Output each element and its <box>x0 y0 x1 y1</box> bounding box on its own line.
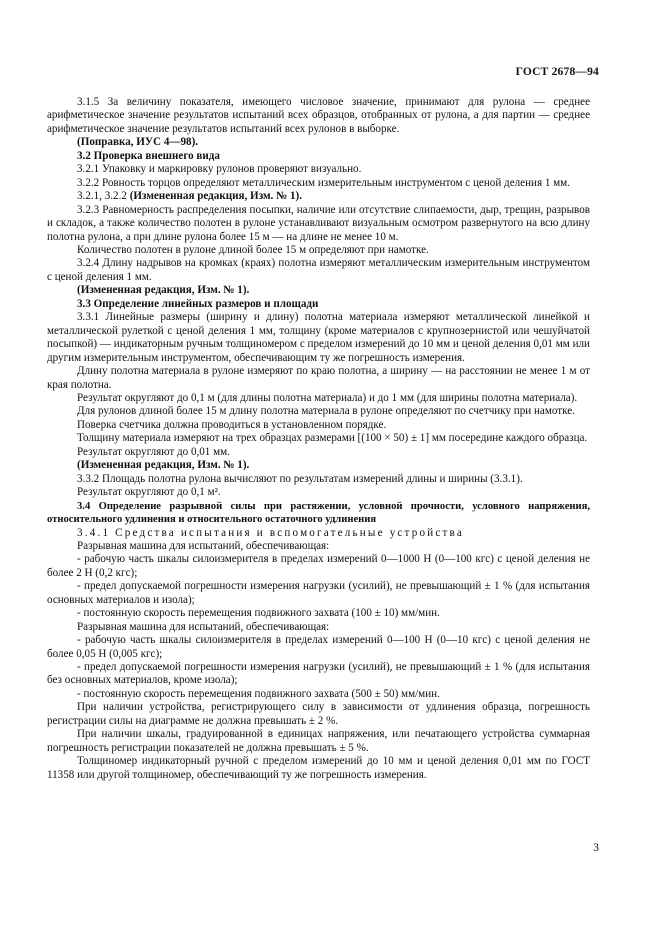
amendment-ref: 3.2.1, 3.2.2 <box>77 190 127 203</box>
paragraph-3-3-2: 3.3.2 Площадь полотна рулона вычисляют по результатам измерений длины и ширины (3.3.1). <box>77 472 523 485</box>
paragraph-3-4-1: 3.4.1 Средства испытания и вспомогательные устройства <box>77 526 464 539</box>
list-item: - постоянную скорость перемещения подвижного захвата (500 ± 50) мм/мин. <box>77 687 440 700</box>
paragraph-length-measure: Длину полотна материала в рулоне измеряют по краю полотна, а ширину — на расстоянии не менее 1 м от края полотна. <box>47 365 590 391</box>
paragraph-recorder: При наличии устройства, регистрирующего силу в зависимости от удлинения образца, погрешность регистрации силы на диаграмме не должна превышать ± 2 %. <box>47 701 590 727</box>
list-item: - предел допускаемой погрешности измерения нагрузки (усилий), не превышающий ± 1 % (для испытания основных материалов и изола); <box>47 580 590 606</box>
document-body <box>47 96 590 782</box>
list-item: - постоянную скорость перемещения подвижного захвата (100 ± 10) мм/мин. <box>77 607 440 620</box>
list-item: - рабочую часть шкалы силоизмерителя в пределах измерений 0—1000 Н (0—100 кгс) с ценой деления не более 2 Н (0,2 кгс); <box>47 553 590 579</box>
section-heading-3-3: 3.3 Определение линейных размеров и площади <box>77 297 319 310</box>
paragraph-rounding-thickness: Результат округляют до 0,01 мм. <box>77 445 230 458</box>
paragraph-counter: Для рулонов длиной более 15 м длину полотна материала в рулоне определяют по счетчику при намотке. <box>77 405 575 418</box>
amendment-label: (Измененная редакция, Изм. № 1). <box>129 190 303 203</box>
paragraph-machine-2: Разрывная машина для испытаний, обеспечивающая: <box>77 620 330 633</box>
section-heading-3-4: 3.4 Определение разрывной силы при растяжении, условной прочности, условного напряжения, относительного удлинения и относительного остаточного удлинения <box>47 500 590 526</box>
paragraph-thickness: Толщину материала измеряют на трех образцах размерами [(100 × 50) ± 1] мм посередине каждого образца. <box>77 432 588 445</box>
paragraph-3-2-1: 3.2.1 Упаковку и маркировку рулонов проверяют визуально. <box>77 163 362 176</box>
amendment-note: (Измененная редакция, Изм. № 1). <box>77 284 250 297</box>
paragraph-3-1-5: 3.1.5 За величину показателя, имеющего числовое значение, принимают для рулона — среднее арифметическое значение результатов испытаний всех образцов, отобранных от рулона, а для партии — среднее арифметическое значение результатов испытаний всех рулонов в выборке. <box>47 96 590 135</box>
paragraph-3-2-4: 3.2.4 Длину надрывов на кромках (краях) полотна измеряют металлическим измерительным инструментом с ценой деления 1 мм. <box>47 257 590 283</box>
paragraph-3-2-3: 3.2.3 Равномерность распределения посыпки, наличие или отсутствие слипаемости, дыр, трещин, разрывов и складок, а также количество полотен в рулоне устанавливают визуальным осмотром развернутого на всю длину полотна рулона, а при длине рулона более 15 м — на длине не менее 10 м. <box>47 203 590 243</box>
section-heading-3-2: 3.2 Проверка внешнего вида <box>77 149 220 162</box>
paragraph-3-2-2: 3.2.2 Ровность торцов определяют металлическим измерительным инструментом с ценой деления 1 мм. <box>77 176 570 189</box>
paragraph-counter-check: Поверка счетчика должна проводиться в установленном порядке. <box>77 418 387 431</box>
standard-header: ГОСТ 2678—94 <box>515 66 599 78</box>
paragraph-rounding-length: Результат округляют до 0,1 м (для длины полотна материала) и до 1 мм (для ширины полотна материала). <box>77 391 578 404</box>
correction-note: (Поправка, ИУС 4—98). <box>77 136 199 149</box>
list-item: - рабочую часть шкалы силоизмерителя в пределах измерений 0—100 Н (0—10 кгс) с ценой деления не более 0,05 Н (0,005 кгс); <box>47 634 590 660</box>
paragraph-scale: При наличии шкалы, градуированной в единицах напряжения, или печатающего устройства суммарная погрешность регистрации показателей не должна превышать ± 5 %. <box>47 728 590 754</box>
list-item: - предел допускаемой погрешности измерения нагрузки (усилий), не превышающий ± 1 % (для испытания без основных материалов, кроме изола); <box>47 661 590 687</box>
paragraph-roll-count: Количество полотен в рулоне длиной более 15 м определяют при намотке. <box>77 243 429 256</box>
paragraph-3-3-1: 3.3.1 Линейные размеры (ширину и длину) полотна материала измеряют металлической линейкой и металлической рулеткой с ценой деления 1 мм, толщину (кроме материалов с крупнозернистой или чешуйчатой посыпкой) — индикаторным ручным толщиномером с пределом измерений до 10 мм и ценой деления 0,01 мм или другим измерительным инструментом, обеспечивающим ту же погрешность измерения. <box>47 311 590 364</box>
paragraph-machine-1: Разрывная машина для испытаний, обеспечивающая: <box>77 539 330 552</box>
paragraph-thickness-gauge: Толщиномер индикаторный ручной с пределом измерений до 10 мм и ценой деления 0,01 мм по ГОСТ 11358 или другой толщиномер, обеспечивающий ту же погрешность измерения. <box>47 755 590 781</box>
page-number: 3 <box>593 842 599 854</box>
paragraph-rounding-area: Результат округляют до 0,1 м². <box>77 486 221 499</box>
amendment-note-3-2 <box>47 190 590 203</box>
amendment-note: (Измененная редакция, Изм. № 1). <box>77 459 250 472</box>
